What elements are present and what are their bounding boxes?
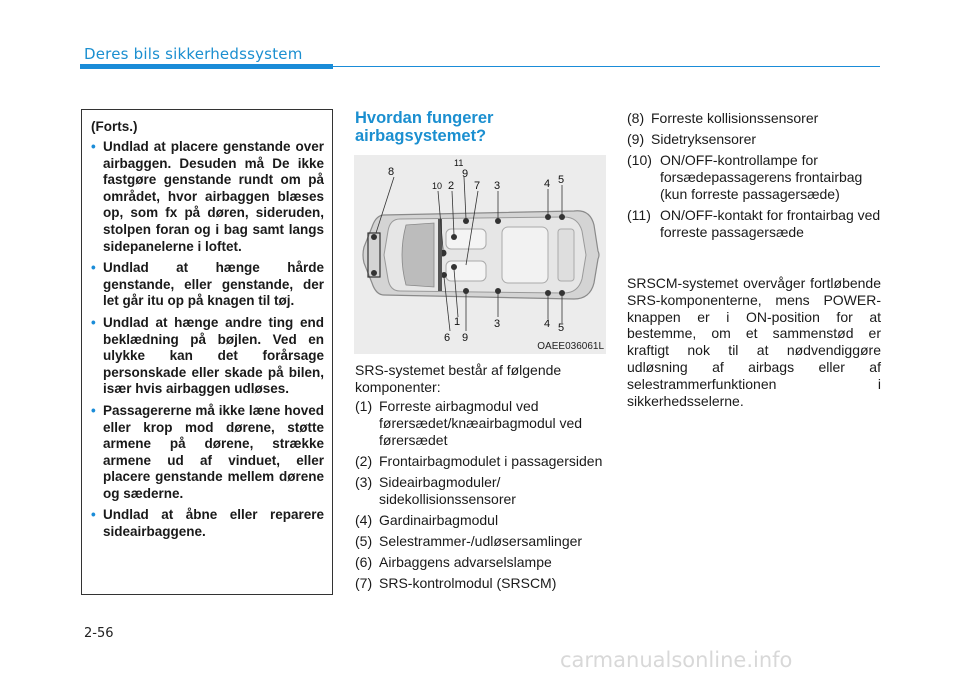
callout-9-top: 9 xyxy=(462,168,469,180)
rear-seat xyxy=(502,227,548,283)
callout-3-top: 3 xyxy=(494,180,501,192)
list-item-number: (10) xyxy=(627,152,652,168)
list-item-text: Sidetryksensorer xyxy=(651,131,757,147)
bullet-icon: • xyxy=(91,139,96,154)
callout-8: 8 xyxy=(388,166,395,178)
list-item xyxy=(355,554,610,571)
srscm-paragraph: SRSCM-systemet overvåger fortløbende SRS-komponenterne, mens POWER-knappen er i ON-position for at bestemme, om et sammenstød er kraftigt nok til at nødvendiggøre udløsning af airbags eller af selestrammerfunktionen i sikkerhedsselerne. xyxy=(627,275,881,409)
list-item xyxy=(355,453,610,470)
list-item-number: (7) xyxy=(355,575,373,591)
list-item-number: (3) xyxy=(355,474,373,490)
callout-5-bottom: 5 xyxy=(558,322,565,334)
list-item-text: Selestrammer-/udløsersamlinger xyxy=(379,533,583,549)
warning-item: • Undlad at hænge hårde genstande, eller genstande, der let går itu op på knagen til tøj. xyxy=(91,260,324,309)
list-item xyxy=(355,512,610,529)
list-item-number: (4) xyxy=(355,512,373,528)
bullet-icon: • xyxy=(91,260,96,276)
callout-3-bottom: 3 xyxy=(494,318,501,330)
bullet-icon: • xyxy=(91,507,96,523)
list-item xyxy=(627,207,882,241)
car-top-view xyxy=(354,155,606,354)
list-item-number: (1) xyxy=(355,398,373,414)
callout-4-top: 4 xyxy=(544,178,551,190)
running-header: Deres bils sikkerhedssystem xyxy=(84,45,303,63)
callout-11: 11 xyxy=(454,158,464,168)
list-item xyxy=(627,110,882,127)
windshield xyxy=(402,223,434,287)
page-number: 2-56 xyxy=(84,626,114,641)
list-item xyxy=(627,131,882,148)
section-title: Hvordan fungerer airbagsystemet? xyxy=(355,109,494,145)
figure-code: OAEE036061L xyxy=(537,341,604,352)
component-list-continued xyxy=(627,110,882,245)
callout-5-top: 5 xyxy=(558,174,565,186)
component-list xyxy=(355,398,610,596)
intro-text: SRS-systemet består af følgende komponenter: xyxy=(355,362,562,395)
callout-6: 6 xyxy=(444,332,451,344)
list-item xyxy=(627,152,882,203)
airbag-diagram xyxy=(354,155,606,354)
warning-item: • Undlad at hænge andre ting end beklædning på bøjlen. Ved en ulykke kan det forårsage personskade eller skade på bilen, især hvis airbaggen udløses. xyxy=(91,314,324,397)
list-item xyxy=(355,533,610,550)
list-item-text: Frontairbagmodulet i passagersiden xyxy=(379,453,603,469)
list-item-number: (8) xyxy=(627,110,645,126)
sensor-dot xyxy=(371,270,377,276)
watermark: carmanualsonline.info xyxy=(560,648,793,672)
callout-7: 7 xyxy=(474,180,481,192)
list-item-number: (5) xyxy=(355,533,373,549)
header-rule-thick xyxy=(80,64,333,69)
bullet-icon: • xyxy=(91,314,96,330)
list-item-text: ON/OFF-kontrollampe for forsædepassagerens frontairbag (kun forreste passagersæde) xyxy=(660,152,863,202)
callout-2: 2 xyxy=(448,180,455,192)
warning-item: • Undlad at åbne eller reparere sideairbaggene. xyxy=(91,507,324,540)
header-rule-thin xyxy=(333,66,880,67)
list-item xyxy=(355,575,610,592)
list-item xyxy=(355,398,610,449)
sensor-dot xyxy=(371,234,377,240)
list-item-number: (9) xyxy=(627,131,645,147)
list-item-text: Airbaggens advarselslampe xyxy=(379,554,552,570)
list-item-number: (11) xyxy=(627,207,651,223)
list-item-text: ON/OFF-kontakt for frontairbag ved forreste passagersæde xyxy=(660,207,881,240)
callout-4-bottom: 4 xyxy=(544,318,551,330)
callout-9-bottom: 9 xyxy=(462,332,469,344)
list-item-text: SRS-kontrolmodul (SRSCM) xyxy=(379,575,557,591)
callout-10: 10 xyxy=(432,181,443,191)
warning-item: • Undlad at placere genstande over airbaggen. Desuden må De ikke fastgøre genstande rundt om på området, hvor airbaggen blæses op, som fx på døren, sideruden, stolpen foran og i bag samt langs sidepanelerne i loftet. xyxy=(91,139,324,254)
callout-1: 1 xyxy=(454,316,461,328)
list-item-text: Forreste airbagmodul ved førersædet/knæairbagmodul ved førersædet xyxy=(379,398,583,448)
list-item-number: (2) xyxy=(355,453,373,469)
list-item-number: (6) xyxy=(355,554,373,570)
list-item-text: Sideairbagmoduler/ sidekollisionssensorer xyxy=(379,474,516,507)
warning-list xyxy=(91,139,324,541)
list-item xyxy=(355,474,610,508)
warning-box xyxy=(81,109,333,595)
warning-heading: (Forts.) xyxy=(91,119,138,134)
warning-item: • Passagererne må ikke læne hoved eller krop mod dørene, støtte armene på dørene, strække armene ud af vinduet, eller placere genstande mellem dørene og sæderne. xyxy=(91,402,324,501)
list-item-text: Forreste kollisionssensorer xyxy=(651,110,819,126)
bullet-icon: • xyxy=(91,402,96,418)
rear-window xyxy=(558,229,574,281)
list-item-text: Gardinairbagmodul xyxy=(379,512,499,528)
